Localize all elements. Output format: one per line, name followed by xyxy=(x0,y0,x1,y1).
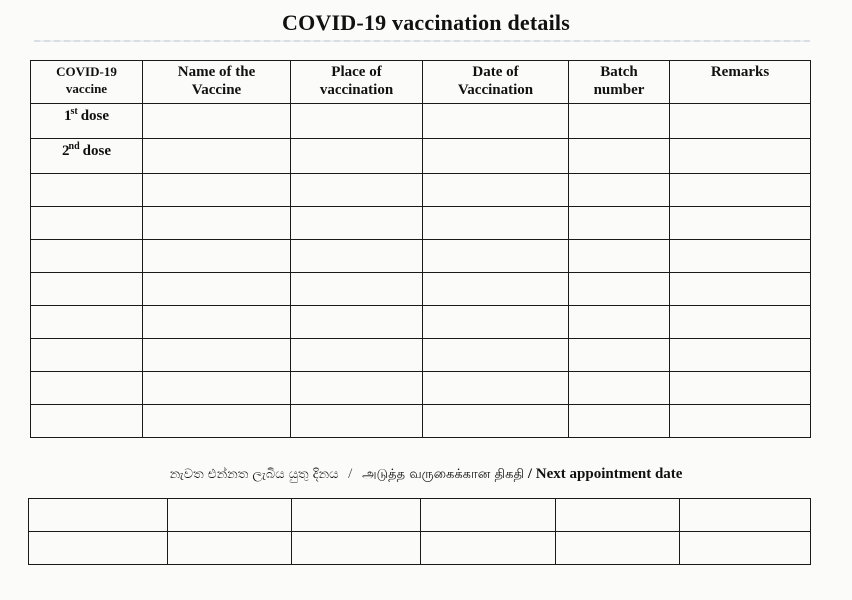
table-cell[interactable] xyxy=(291,139,423,174)
table-cell[interactable] xyxy=(31,306,143,339)
table-row xyxy=(31,372,811,405)
table-cell[interactable] xyxy=(569,339,670,372)
table-cell[interactable] xyxy=(31,207,143,240)
next-appointment-table xyxy=(28,498,811,565)
table-cell[interactable] xyxy=(143,240,291,273)
table-cell[interactable] xyxy=(291,405,423,438)
appointment-cell[interactable] xyxy=(29,499,168,532)
dose-number: 1 xyxy=(63,108,72,124)
table-cell[interactable] xyxy=(143,174,291,207)
table-row-dose2 xyxy=(31,139,811,174)
header-text: Vaccine xyxy=(191,82,242,98)
page-title: COVID-19 vaccination details xyxy=(282,10,570,35)
table-cell[interactable] xyxy=(423,372,569,405)
header-text: vaccine xyxy=(65,81,108,96)
table-cell[interactable] xyxy=(291,240,423,273)
header-text: Date of xyxy=(472,64,519,80)
header-text: Batch xyxy=(600,64,638,80)
table-cell[interactable] xyxy=(291,306,423,339)
table-cell[interactable] xyxy=(31,405,143,438)
header-text: number xyxy=(593,82,645,98)
table-cell[interactable] xyxy=(569,207,670,240)
dose1-label xyxy=(31,104,143,139)
header-date xyxy=(423,61,569,104)
appointment-cell[interactable] xyxy=(292,499,421,532)
table-cell[interactable] xyxy=(569,139,670,174)
table-cell[interactable] xyxy=(423,306,569,339)
table-cell[interactable] xyxy=(31,240,143,273)
vaccination-table xyxy=(30,60,811,438)
header-vaccine-name xyxy=(143,61,291,104)
table-cell[interactable] xyxy=(670,306,811,339)
table-cell[interactable] xyxy=(670,240,811,273)
table-cell[interactable] xyxy=(143,306,291,339)
table-cell[interactable] xyxy=(143,372,291,405)
table-cell[interactable] xyxy=(569,273,670,306)
table-cell[interactable] xyxy=(143,273,291,306)
table-cell[interactable] xyxy=(291,207,423,240)
table-cell[interactable] xyxy=(569,372,670,405)
table-row xyxy=(31,273,811,306)
table-cell[interactable] xyxy=(423,104,569,139)
table-cell[interactable] xyxy=(423,207,569,240)
table-cell[interactable] xyxy=(670,139,811,174)
table-cell[interactable] xyxy=(670,207,811,240)
table-cell[interactable] xyxy=(423,240,569,273)
table-row xyxy=(31,174,811,207)
table-cell[interactable] xyxy=(670,339,811,372)
table-cell[interactable] xyxy=(31,372,143,405)
appointment-cell[interactable] xyxy=(556,532,680,565)
label-separator: / xyxy=(348,466,353,482)
appointment-cell[interactable] xyxy=(680,499,811,532)
table-cell[interactable] xyxy=(423,174,569,207)
appointment-cell[interactable] xyxy=(556,499,680,532)
dose2-label xyxy=(31,139,143,174)
header-text: Place of xyxy=(331,64,382,80)
header-text: Name of the xyxy=(177,64,256,80)
appointment-row xyxy=(29,532,811,565)
table-cell[interactable] xyxy=(143,139,291,174)
header-text: COVID-19 xyxy=(56,64,117,79)
header-text: Vaccination xyxy=(457,82,534,98)
table-cell[interactable] xyxy=(291,104,423,139)
table-cell[interactable] xyxy=(31,339,143,372)
table-cell[interactable] xyxy=(569,240,670,273)
table-row xyxy=(31,306,811,339)
appointment-cell[interactable] xyxy=(29,532,168,565)
appointment-cell[interactable] xyxy=(168,499,292,532)
table-cell[interactable] xyxy=(423,405,569,438)
table-cell[interactable] xyxy=(670,372,811,405)
appointment-cell[interactable] xyxy=(168,532,292,565)
table-cell[interactable] xyxy=(291,372,423,405)
appointment-cell[interactable] xyxy=(680,532,811,565)
appointment-row xyxy=(29,499,811,532)
header-text: vaccination xyxy=(319,82,394,98)
table-cell[interactable] xyxy=(569,306,670,339)
table-row xyxy=(31,240,811,273)
next-appointment-label xyxy=(0,466,852,483)
table-cell[interactable] xyxy=(423,273,569,306)
table-cell[interactable] xyxy=(423,139,569,174)
dose-ordinal: st xyxy=(70,106,78,117)
appointment-cell[interactable] xyxy=(421,499,556,532)
table-row xyxy=(31,207,811,240)
dose-word: dose xyxy=(80,108,110,124)
header-place xyxy=(291,61,423,104)
title-underline xyxy=(34,40,810,42)
appointment-cell[interactable] xyxy=(292,532,421,565)
table-cell[interactable] xyxy=(143,207,291,240)
table-cell[interactable] xyxy=(31,174,143,207)
appointment-cell[interactable] xyxy=(421,532,556,565)
table-cell[interactable] xyxy=(143,104,291,139)
table-cell[interactable] xyxy=(670,273,811,306)
table-cell[interactable] xyxy=(291,174,423,207)
table-cell[interactable] xyxy=(143,339,291,372)
table-cell[interactable] xyxy=(31,273,143,306)
next-appointment-tamil: அடுத்த வருகைக்கான திகதி xyxy=(362,467,525,482)
table-cell[interactable] xyxy=(143,405,291,438)
next-appointment-english: / Next appointment date xyxy=(527,466,683,482)
table-cell[interactable] xyxy=(569,405,670,438)
table-header-row xyxy=(31,61,811,104)
table-cell[interactable] xyxy=(291,273,423,306)
table-row xyxy=(31,339,811,372)
table-cell[interactable] xyxy=(670,174,811,207)
header-batch xyxy=(569,61,670,104)
dose-ordinal: nd xyxy=(68,141,80,152)
table-cell[interactable] xyxy=(569,174,670,207)
table-cell[interactable] xyxy=(670,405,811,438)
header-text: Remarks xyxy=(710,64,770,80)
dose-number: 2 xyxy=(62,143,70,159)
table-cell[interactable] xyxy=(423,339,569,372)
next-appointment-sinhala: නැවත එන්නත ලැබිය යුතු දිනය xyxy=(169,467,339,482)
header-covid-vaccine xyxy=(31,61,143,104)
table-cell[interactable] xyxy=(291,339,423,372)
table-cell[interactable] xyxy=(670,104,811,139)
header-remarks xyxy=(670,61,811,104)
table-cell[interactable] xyxy=(569,104,670,139)
dose-word: dose xyxy=(82,143,111,159)
table-row-dose1 xyxy=(31,104,811,139)
table-row xyxy=(31,405,811,438)
